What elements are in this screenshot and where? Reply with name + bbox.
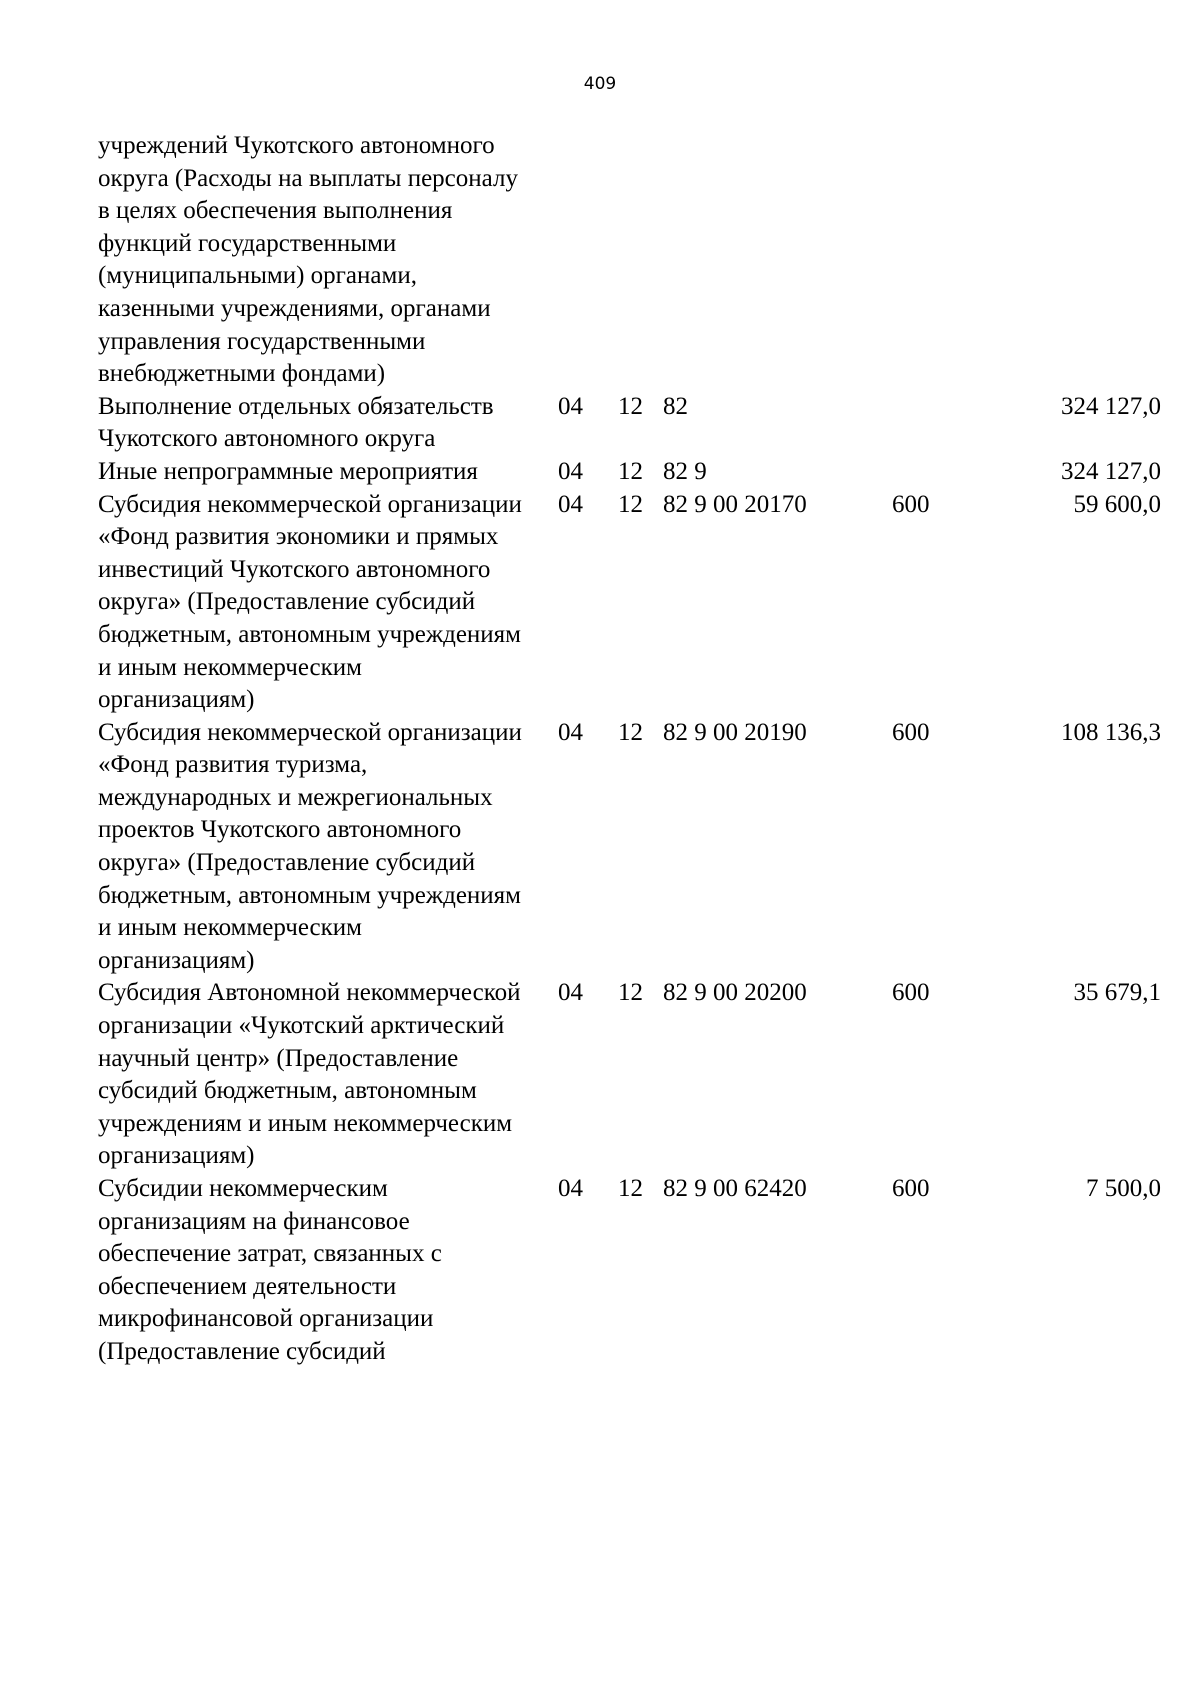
row-amount: 324 127,0	[1061, 392, 1161, 420]
row-section: 04	[558, 979, 583, 1007]
table-row	[98, 456, 1161, 489]
row-amount: 324 127,0	[1061, 457, 1161, 485]
table-row	[98, 130, 1161, 391]
table-row	[98, 1173, 1161, 1369]
page-number: 409	[583, 74, 617, 94]
row-expense-type: 600	[892, 490, 930, 518]
row-section: 04	[558, 490, 583, 518]
row-amount: 35 679,1	[1073, 979, 1161, 1007]
row-subsection: 12	[618, 490, 643, 518]
row-amount: 7 500,0	[1086, 1175, 1161, 1202]
row-section: 04	[558, 1175, 583, 1202]
row-name: Субсидии некоммерческим организациям на финансовое обеспечение затрат, связанных с обеспечением деятельности микрофинансовой организации (Предоставление субсидий	[98, 1175, 442, 1365]
row-target-code: 82 9	[663, 457, 707, 485]
table-row	[98, 391, 1161, 456]
row-section: 04	[558, 718, 583, 746]
row-subsection: 12	[618, 979, 643, 1007]
row-name: Субсидия некоммерческой организации «Фонд развития туризма, международных и межрегиональных проектов Чукотского автономного округа» (Предоставление субсидий бюджетным, автономным учреждениям и иным некоммерческим организациям)	[98, 718, 522, 974]
row-subsection: 12	[618, 1175, 643, 1202]
row-amount: 59 600,0	[1073, 490, 1161, 518]
row-expense-type: 600	[892, 1175, 930, 1202]
row-section: 04	[558, 457, 583, 485]
row-target-code: 82 9 00 62420	[663, 1175, 807, 1202]
row-target-code: 82 9 00 20190	[663, 718, 807, 746]
row-target-code: 82 9 00 20200	[663, 979, 807, 1007]
row-subsection: 12	[618, 457, 643, 485]
table-row	[98, 489, 1161, 717]
row-section: 04	[558, 392, 583, 420]
row-name: Субсидия Автономной некоммерческой организации «Чукотский арктический научный центр» (Предоставление субсидий бюджетным, автономным учреждениям и иным некоммерческим организациям)	[98, 979, 521, 1170]
row-name: учреждений Чукотского автономного округа (Расходы на выплаты персоналу в целях обеспечения выполнения функций государственными (муниципальными) органами, казенными учреждениями, органами управления государственными внебюджетными фондами)	[98, 132, 518, 388]
row-target-code: 82 9 00 20170	[663, 490, 807, 518]
table-row	[98, 977, 1161, 1173]
row-name: Субсидия некоммерческой организации «Фонд развития экономики и прямых инвестиций Чукотского автономного округа» (Предоставление субсидий бюджетным, автономным учреждениям и иным некоммерческим организациям)	[98, 490, 522, 714]
budget-table	[98, 130, 1161, 1369]
row-expense-type: 600	[892, 718, 930, 746]
row-amount: 108 136,3	[1061, 718, 1161, 746]
table-row	[98, 717, 1161, 978]
row-expense-type: 600	[892, 979, 930, 1007]
row-name: Иные непрограммные мероприятия	[98, 457, 478, 485]
row-subsection: 12	[618, 392, 643, 420]
row-target-code: 82	[663, 392, 688, 420]
row-subsection: 12	[618, 718, 643, 746]
row-name: Выполнение отдельных обязательств Чукотского автономного округа	[98, 392, 494, 453]
